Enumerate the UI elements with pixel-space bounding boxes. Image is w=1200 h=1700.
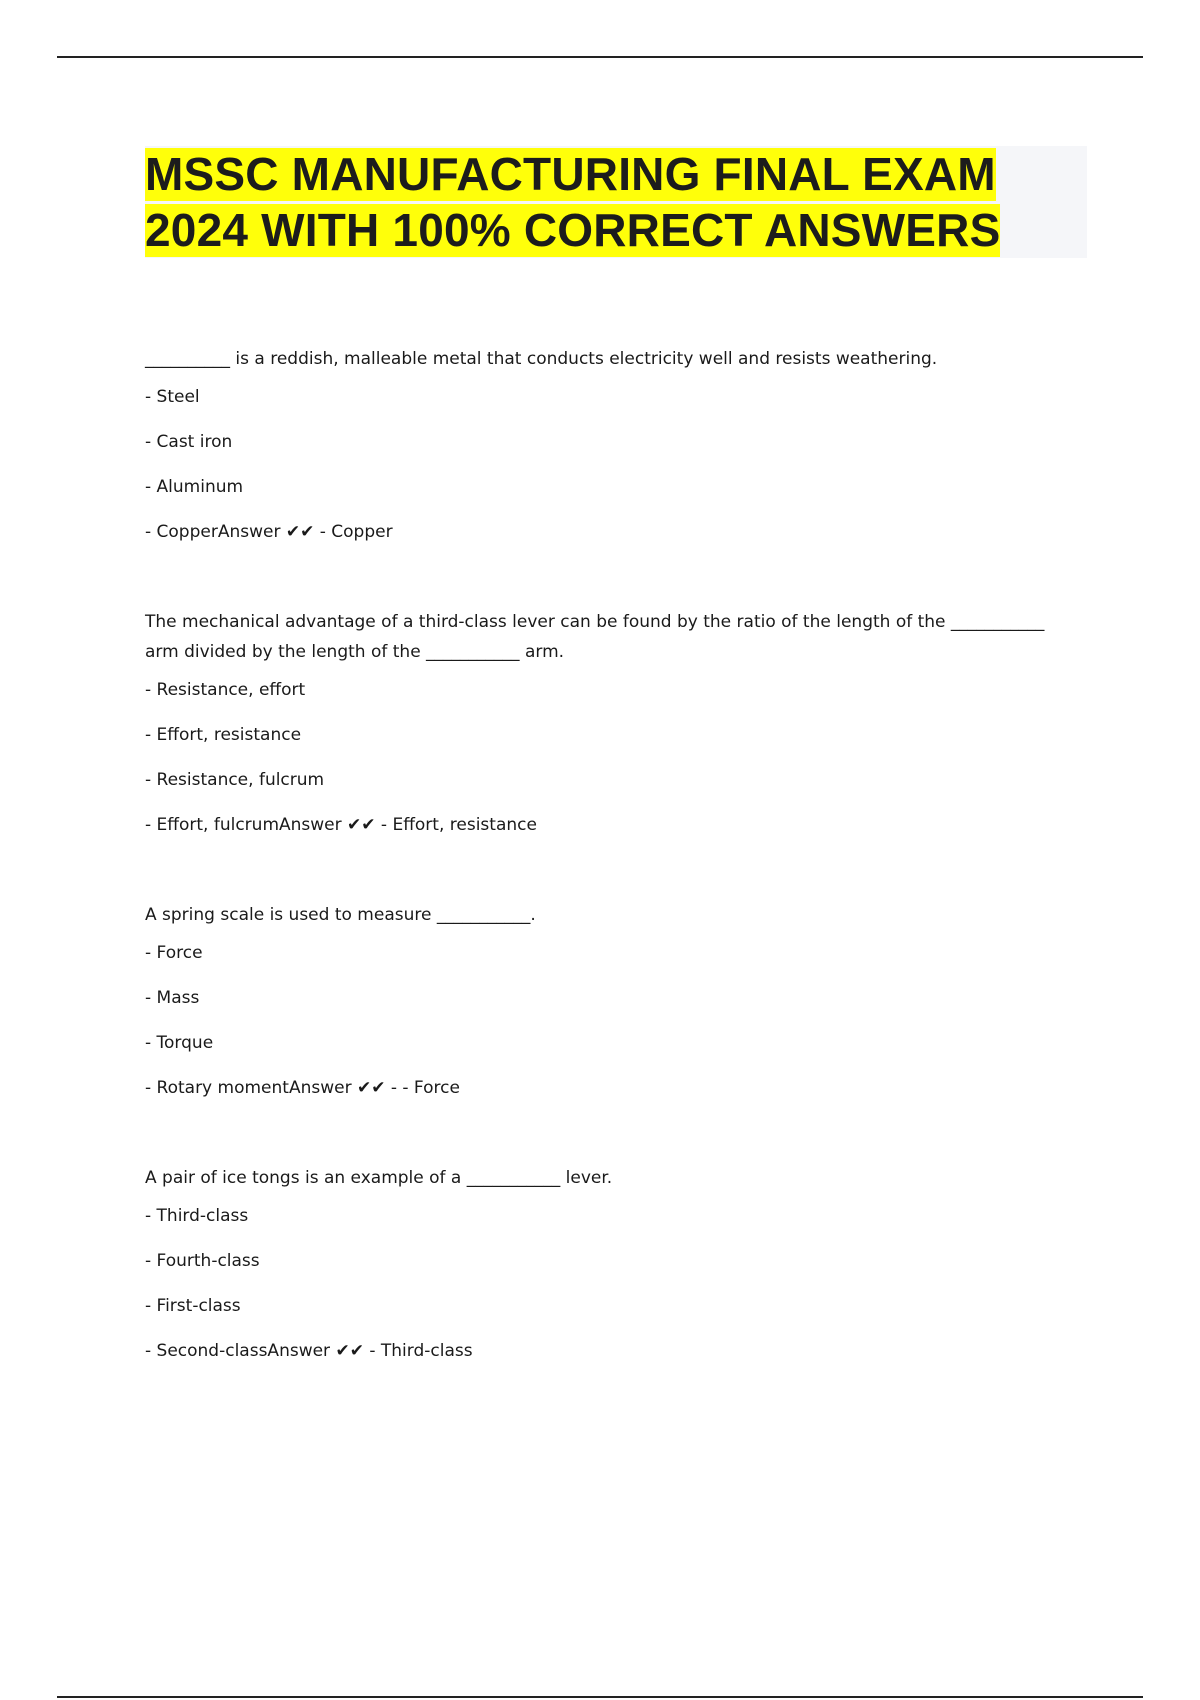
question-1 (145, 344, 1045, 542)
option: - Steel (145, 387, 200, 407)
option: - Aluminum (145, 477, 244, 497)
question-list (145, 344, 1045, 1361)
option: - Cast iron (145, 432, 233, 452)
question-text: __________ is a reddish, malleable metal that conducts electricity well and resists weathering. (145, 349, 938, 369)
bottom-divider (57, 1696, 1143, 1698)
question-text: The mechanical advantage of a third-class lever can be found by the ratio of the length of the ___________ arm divided by the length of the ___________ arm. (145, 612, 1045, 662)
option: - Fourth-class (145, 1251, 260, 1271)
question-4 (145, 1163, 1045, 1361)
option: - Mass (145, 988, 200, 1008)
title-highlight: MSSC MANUFACTURING FINAL EXAM 2024 WITH 100% CORRECT ANSWERS (145, 148, 1001, 256)
option: - First-class (145, 1296, 241, 1316)
option: - Resistance, effort (145, 680, 306, 700)
option-with-answer: - Effort, fulcrumAnswer ✔✔ - Effort, resistance (145, 815, 537, 835)
option-with-answer: - CopperAnswer ✔✔ - Copper (145, 522, 393, 542)
question-text: A spring scale is used to measure ___________. (145, 905, 536, 925)
option: - Force (145, 943, 203, 963)
title-block (145, 146, 1087, 258)
document-title (145, 146, 1087, 258)
option-with-answer: - Second-classAnswer ✔✔ - Third-class (145, 1341, 473, 1361)
option: - Effort, resistance (145, 725, 302, 745)
option: - Third-class (145, 1206, 249, 1226)
top-divider (57, 56, 1143, 58)
question-text: A pair of ice tongs is an example of a ___________ lever. (145, 1168, 613, 1188)
question-3 (145, 900, 1045, 1098)
option: - Resistance, fulcrum (145, 770, 325, 790)
question-2 (145, 607, 1045, 835)
option: - Torque (145, 1033, 214, 1053)
option-with-answer: - Rotary momentAnswer ✔✔ - - Force (145, 1078, 460, 1098)
